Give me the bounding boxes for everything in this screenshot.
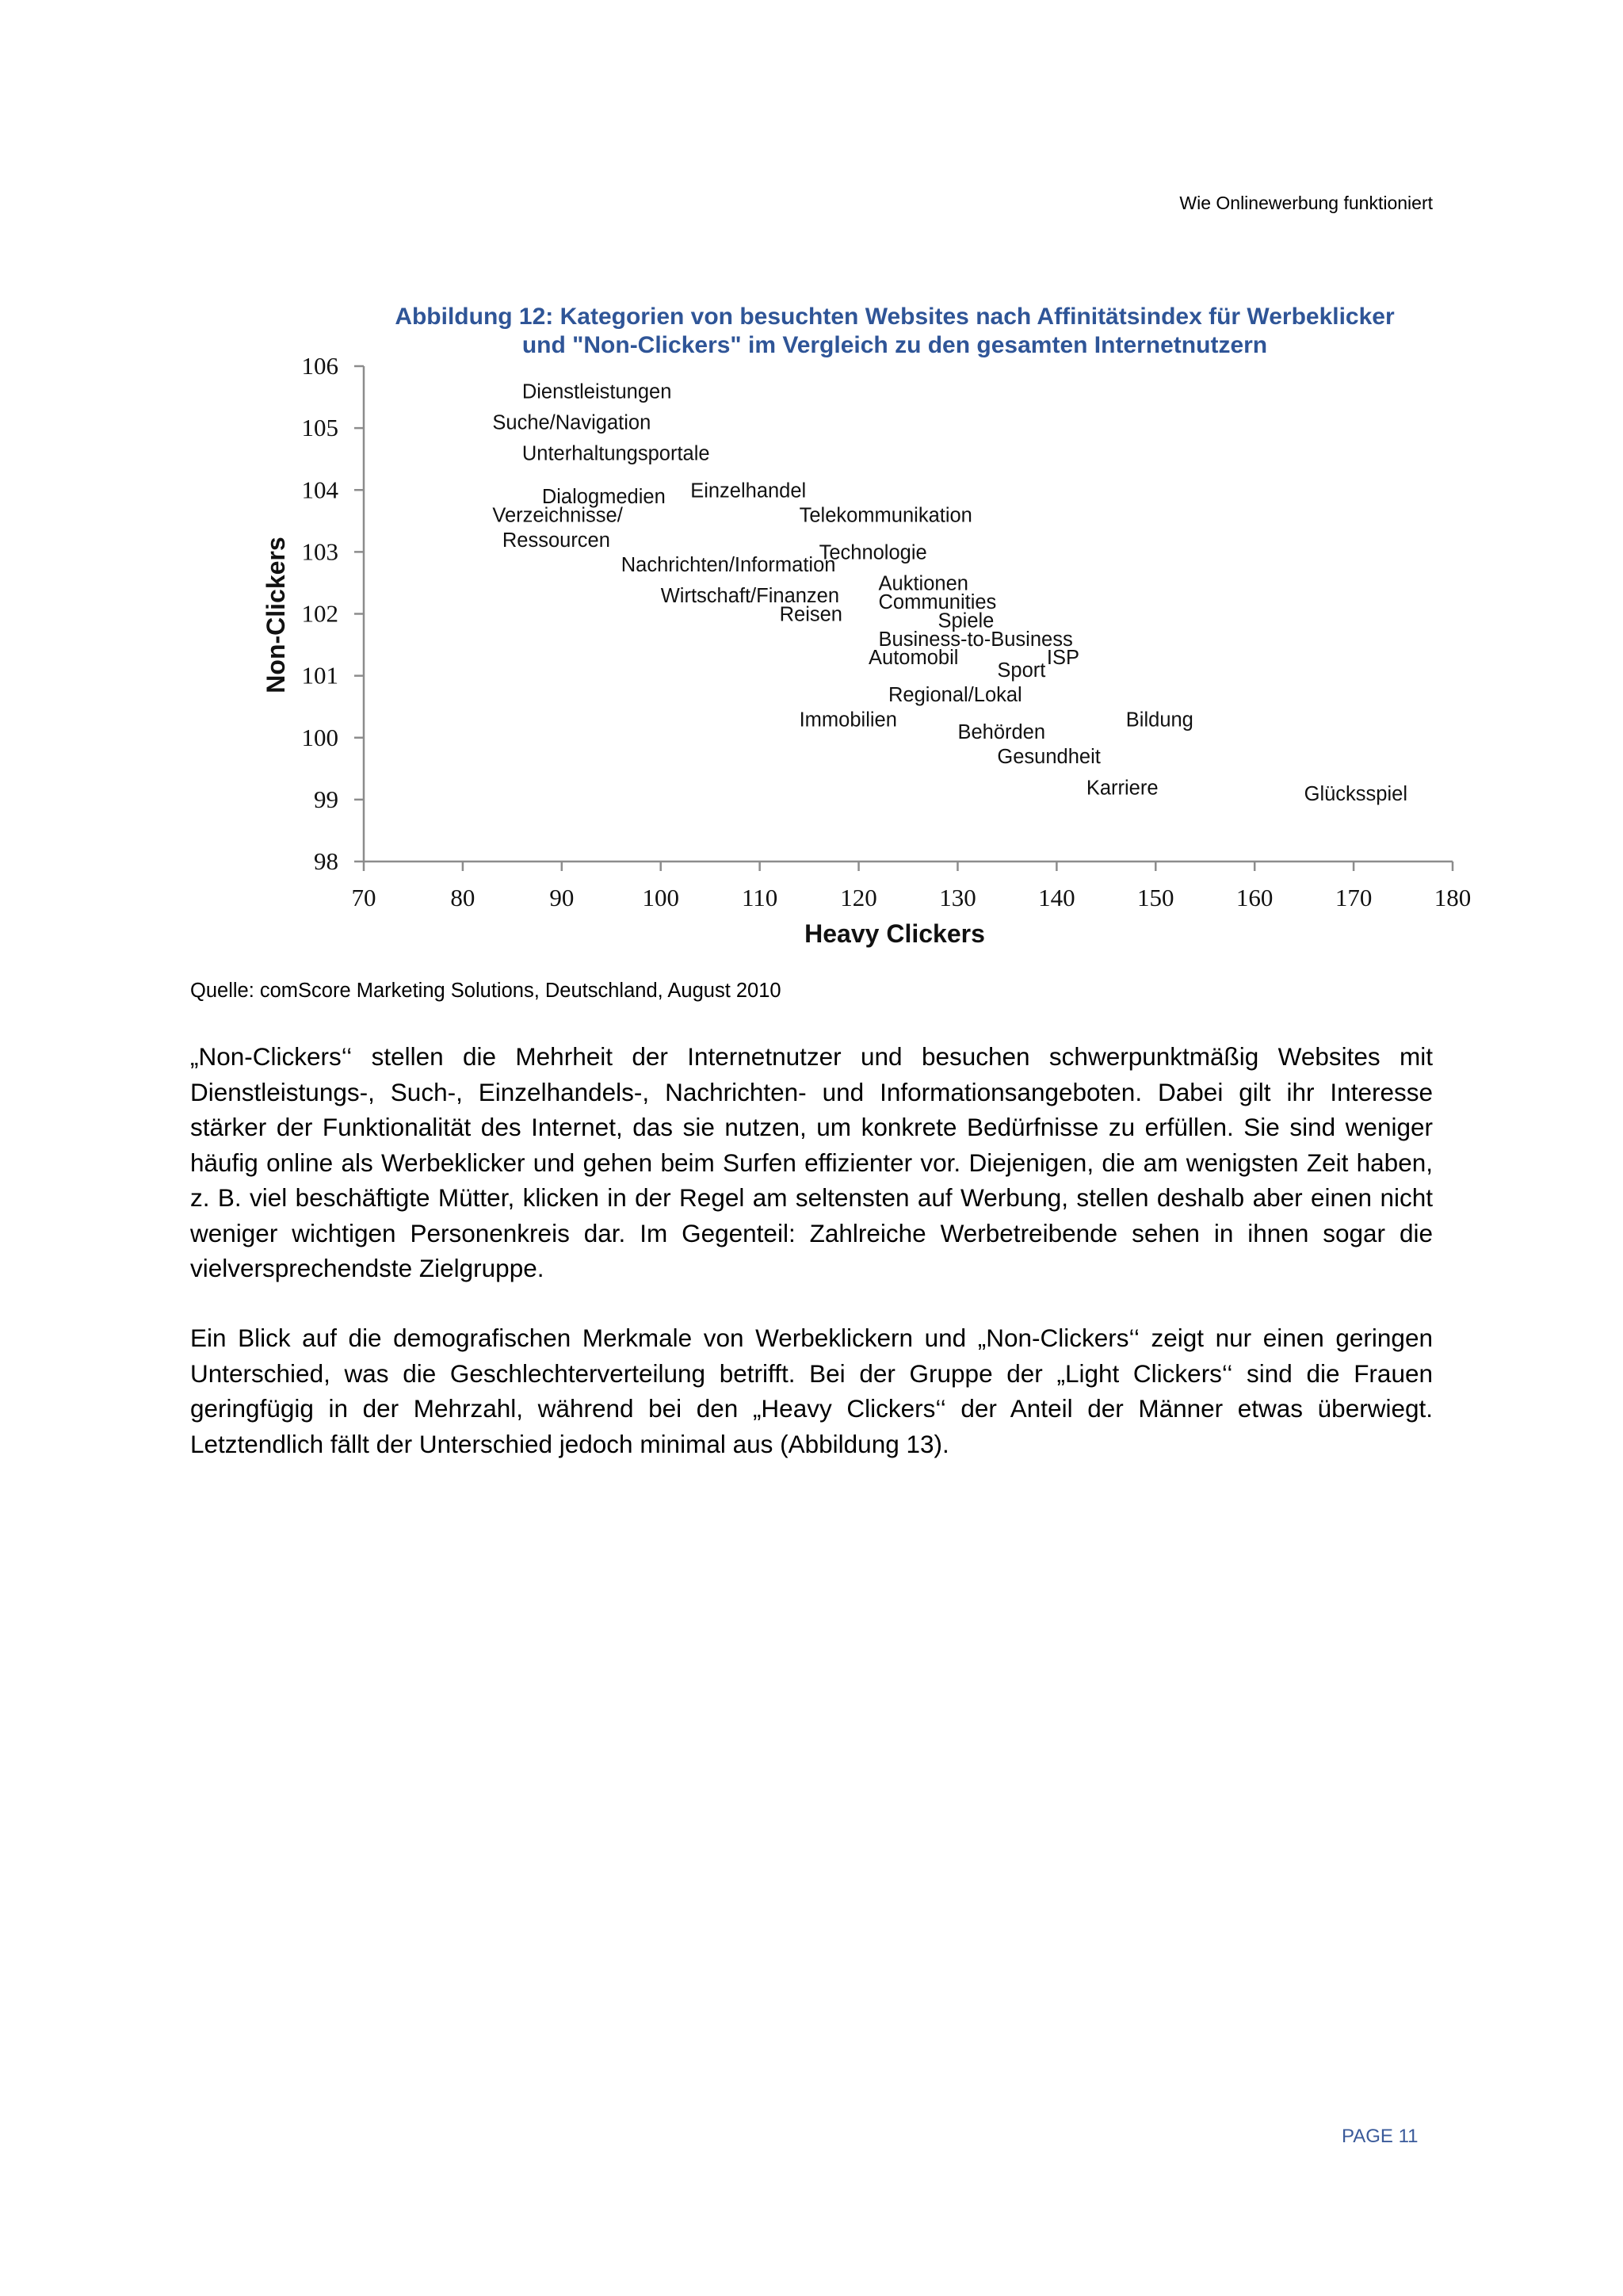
body-paragraph-1: „Non-Clickers‘‘ stellen die Mehrheit der Internetnutzer und besuchen schwerpunktmäßig Websites mit Dienstleistungs-, Such-, Einzelhandels-, Nachrichten- und Informationsangeboten. Dabei gilt ihr Interesse stärker der Funktionalität des Internet, das sie nutzen, um konkrete Bedürfnisse zu erfüllen. Sie sind weniger häufig online als Werbeklicker und gehen beim Surfen effizienter vor. Diejenigen, die am wenigsten Zeit haben, z. B. viel beschäftigte Mütter, klicken in der Regel am seltensten auf Werbung, stellen deshalb aber einen nicht weniger wichtigen Personenkreis dar. Im Gegenteil: Zahlreiche Werbetreibende sehen in ihnen sogar die vielversprechendste Zielgruppe. xyxy=(190,1042,1433,1282)
data-point-label: Immobilien xyxy=(799,709,897,732)
data-point-label: Spiele xyxy=(938,609,995,632)
data-point-label: Verzeichnisse/ xyxy=(492,504,623,527)
data-point-label: Gesundheit xyxy=(997,746,1101,769)
x-tick-label: 120 xyxy=(840,884,877,911)
y-tick-label: 106 xyxy=(301,352,338,380)
data-point-label: Nachrichten/Information xyxy=(621,554,836,576)
x-tick-label: 140 xyxy=(1038,884,1075,911)
data-point-label: Auktionen xyxy=(878,572,968,595)
x-tick-label: 130 xyxy=(939,884,976,911)
source-note: Quelle: comScore Marketing Solutions, Deutschland, August 2010 xyxy=(190,980,781,1002)
y-tick-label: 103 xyxy=(301,537,338,566)
chart-title-line2: und "Non-Clickers" im Vergleich zu den gesamten Internetnutzern xyxy=(521,332,1268,358)
y-tick-label: 105 xyxy=(301,414,338,442)
data-point-label: Unterhaltungsportale xyxy=(521,442,710,465)
x-tick-label: 80 xyxy=(450,884,475,911)
data-point-label: Dialogmedien xyxy=(541,486,666,509)
data-point-label: Sport xyxy=(997,659,1046,682)
x-axis-title: Heavy Clickers xyxy=(804,919,985,948)
x-tick-label: 70 xyxy=(351,884,376,911)
y-axis-title: Non-Clickers xyxy=(262,537,290,693)
y-tick-label: 98 xyxy=(314,847,338,875)
y-tick-label: 104 xyxy=(301,476,338,504)
data-point-labels xyxy=(492,380,1407,805)
data-point-label: Business-to-Business xyxy=(878,628,1073,651)
data-point-label: Dienstleistungen xyxy=(521,380,672,403)
y-tick-label: 100 xyxy=(301,723,338,751)
data-point-label: Communities xyxy=(878,590,997,613)
y-tick-label: 102 xyxy=(301,599,338,628)
data-point-label: Ressourcen xyxy=(502,529,610,552)
running-header: Wie Onlinewerbung funktioniert xyxy=(1179,193,1433,213)
data-point-label: Automobil xyxy=(869,647,959,670)
x-tick-label: 180 xyxy=(1434,884,1472,911)
data-point-label: Wirtschaft/Finanzen xyxy=(660,585,840,608)
data-point-label: Bildung xyxy=(1125,709,1193,732)
page-number: PAGE 11 xyxy=(1342,2126,1419,2147)
data-point-label: ISP xyxy=(1046,647,1079,670)
body-paragraph-2: Ein Blick auf die demografischen Merkmale von Werbeklickern und „Non-Clickers‘‘ zeigt nur einen geringen Unterschied, was die Geschlechterverteilung betrifft. Bei der Gruppe der „Light Clickers‘‘ sind die Frauen geringfügig in der Mehrzahl, während bei den „Heavy Clickers‘‘ der Anteil der Männer etwas überwiegt. Letztendlich fällt der Unterschied jedoch minimal aus (Abbildung 13). xyxy=(190,1324,1433,1458)
x-tick-label: 100 xyxy=(642,884,679,911)
data-point-label: Glücksspiel xyxy=(1304,783,1408,806)
data-point-label: Reisen xyxy=(779,603,843,626)
data-point-label: Einzelhandel xyxy=(690,479,807,502)
chart-title-line1: Abbildung 12: Kategorien von besuchten Websites nach Affinitätsindex für Werbeklicker xyxy=(395,304,1395,330)
x-tick-label: 90 xyxy=(549,884,575,911)
x-axis-ticks xyxy=(352,861,1472,911)
data-point-label: Technologie xyxy=(819,541,927,564)
y-tick-label: 99 xyxy=(314,785,338,813)
y-axis-ticks xyxy=(302,352,365,875)
x-tick-label: 160 xyxy=(1235,884,1274,911)
y-tick-label: 101 xyxy=(301,661,338,690)
data-point-label: Karriere xyxy=(1086,777,1159,800)
data-point-label: Telekommunikation xyxy=(799,504,972,527)
x-tick-label: 150 xyxy=(1137,884,1174,911)
data-point-label: Suche/Navigation xyxy=(492,411,651,434)
x-tick-label: 110 xyxy=(741,884,778,911)
x-tick-label: 170 xyxy=(1335,884,1373,911)
data-point-label: Regional/Lokal xyxy=(888,684,1022,707)
data-point-label: Behörden xyxy=(957,720,1046,743)
scatter-chart xyxy=(0,0,1623,967)
